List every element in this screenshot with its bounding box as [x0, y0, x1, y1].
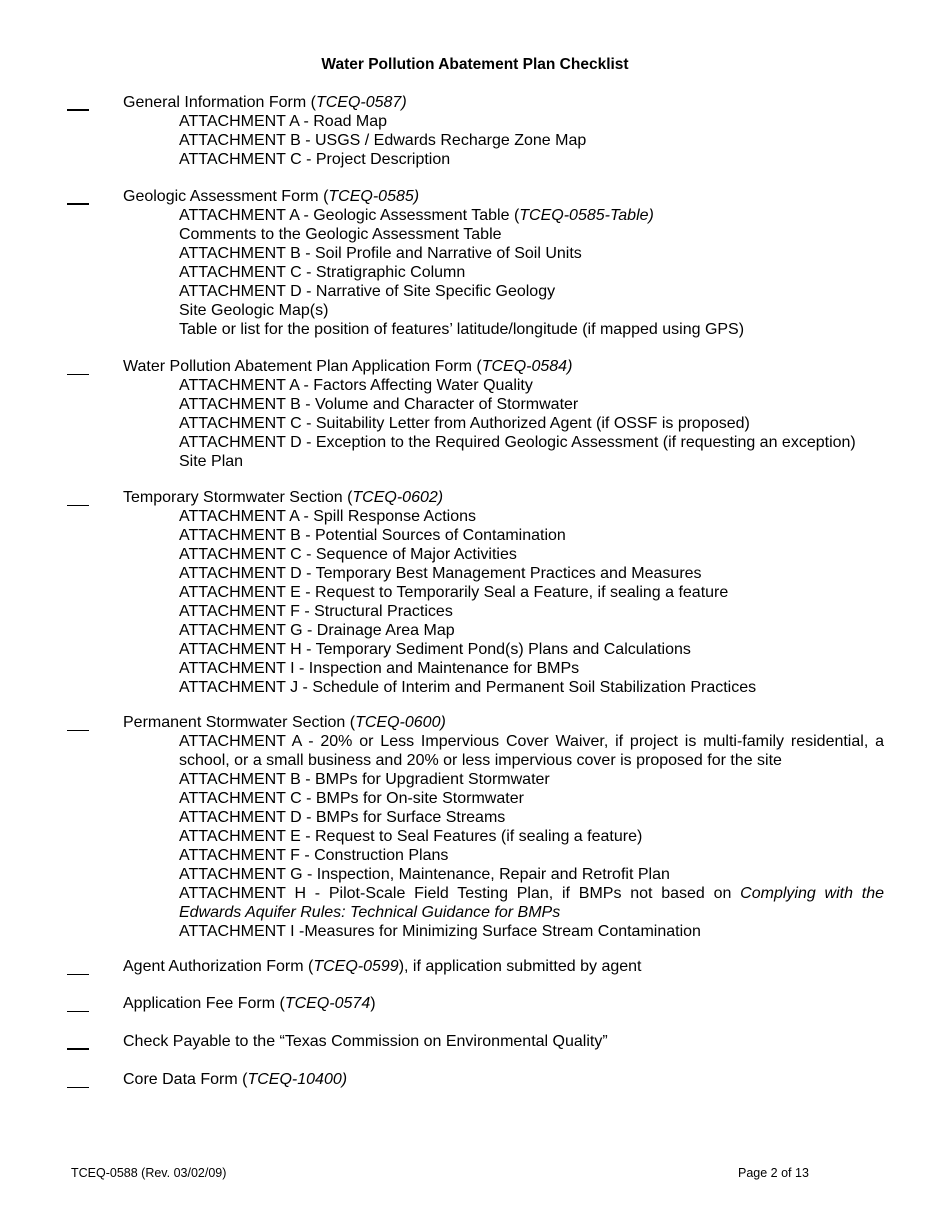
list-item: ATTACHMENT H - Temporary Sediment Pond(s) Plans and Calculations: [179, 641, 691, 658]
checkbox-check-payable[interactable]: [67, 1048, 89, 1050]
list-item: ATTACHMENT E - Request to Seal Features (if sealing a feature): [179, 828, 643, 845]
section-heading: Application Fee Form (TCEQ-0574): [123, 995, 376, 1012]
list-item: ATTACHMENT B - Volume and Character of Stormwater: [179, 396, 579, 413]
list-item: ATTACHMENT A - 20% or Less Impervious Cover Waiver, if project is multi-family residential, a school, or a small business and 20% or less impervious cover is proposed for the site: [179, 733, 884, 769]
section-heading: General Information Form (TCEQ-0587): [123, 94, 407, 111]
checkbox-core-data[interactable]: [67, 1087, 89, 1088]
footer-form-number: TCEQ-0588 (Rev. 03/02/09): [71, 1166, 227, 1180]
checkbox-application-fee[interactable]: [67, 1011, 89, 1012]
list-item: ATTACHMENT D - BMPs for Surface Streams: [179, 809, 506, 826]
list-item: ATTACHMENT I -Measures for Minimizing Surface Stream Contamination: [179, 923, 701, 940]
list-item: Site Geologic Map(s): [179, 302, 329, 319]
list-item: ATTACHMENT C - Suitability Letter from Authorized Agent (if OSSF is proposed): [179, 415, 750, 432]
list-item: ATTACHMENT D - Temporary Best Management Practices and Measures: [179, 565, 702, 582]
section-heading: Check Payable to the “Texas Commission on Environmental Quality”: [123, 1033, 608, 1050]
list-item: ATTACHMENT C - Project Description: [179, 151, 451, 168]
list-item: ATTACHMENT B - Soil Profile and Narrative of Soil Units: [179, 245, 582, 262]
list-item: ATTACHMENT J - Schedule of Interim and Permanent Soil Stabilization Practices: [179, 679, 757, 696]
section-heading: Water Pollution Abatement Plan Application Form (TCEQ-0584): [123, 358, 573, 375]
list-item: ATTACHMENT G - Inspection, Maintenance, Repair and Retrofit Plan: [179, 866, 670, 883]
attachment-list: [179, 376, 884, 471]
list-item: ATTACHMENT B - USGS / Edwards Recharge Zone Map: [179, 132, 587, 149]
list-item: ATTACHMENT C - Sequence of Major Activities: [179, 546, 517, 563]
checkbox-geologic-assessment[interactable]: [67, 203, 89, 205]
section-heading: Core Data Form (TCEQ-10400): [123, 1071, 348, 1088]
attachment-list: [179, 732, 884, 941]
list-item: ATTACHMENT B - Potential Sources of Contamination: [179, 527, 566, 544]
checkbox-temporary-stormwater[interactable]: [67, 505, 89, 506]
list-item: Table or list for the position of features’ latitude/longitude (if mapped using GPS): [179, 321, 745, 338]
checkbox-permanent-stormwater[interactable]: [67, 730, 89, 731]
list-item: ATTACHMENT C - Stratigraphic Column: [179, 264, 466, 281]
list-item: ATTACHMENT A - Spill Response Actions: [179, 508, 476, 525]
list-item: Comments to the Geologic Assessment Table: [179, 226, 502, 243]
list-item: ATTACHMENT A - Geologic Assessment Table (TCEQ-0585-Table): [179, 207, 654, 224]
section-heading: Temporary Stormwater Section (TCEQ-0602): [123, 489, 444, 506]
attachment-list: [179, 112, 884, 169]
footer-page-number: Page 2 of 13: [738, 1166, 809, 1180]
page-title: Water Pollution Abatement Plan Checklist: [321, 56, 629, 73]
list-item: ATTACHMENT E - Request to Temporarily Seal a Feature, if sealing a feature: [179, 584, 729, 601]
list-item: ATTACHMENT D - Narrative of Site Specific Geology: [179, 283, 556, 300]
checkbox-general-information[interactable]: [67, 109, 89, 111]
list-item: ATTACHMENT D - Exception to the Required Geologic Assessment (if requesting an exception): [179, 434, 856, 451]
section-heading: Permanent Stormwater Section (TCEQ-0600): [123, 714, 446, 731]
list-item: ATTACHMENT A - Road Map: [179, 113, 388, 130]
section-heading: Agent Authorization Form (TCEQ-0599), if application submitted by agent: [123, 958, 642, 975]
list-item: ATTACHMENT A - Factors Affecting Water Quality: [179, 377, 533, 394]
list-item: ATTACHMENT I - Inspection and Maintenance for BMPs: [179, 660, 580, 677]
list-item: ATTACHMENT G - Drainage Area Map: [179, 622, 455, 639]
list-item: ATTACHMENT F - Construction Plans: [179, 847, 449, 864]
checkbox-wpap-application[interactable]: [67, 374, 89, 375]
attachment-list: [179, 507, 884, 697]
attachment-list: [179, 206, 884, 339]
list-item: ATTACHMENT F - Structural Practices: [179, 603, 453, 620]
section-heading: Geologic Assessment Form (TCEQ-0585): [123, 188, 420, 205]
checkbox-agent-authorization[interactable]: [67, 974, 89, 975]
list-item: ATTACHMENT C - BMPs for On-site Stormwater: [179, 790, 524, 807]
list-item: ATTACHMENT H - Pilot-Scale Field Testing Plan, if BMPs not based on Complying with the Edwards Aquifer Rules: Technical Guidance for BMPs: [179, 885, 884, 921]
list-item: ATTACHMENT B - BMPs for Upgradient Stormwater: [179, 771, 550, 788]
list-item: Site Plan: [179, 453, 244, 470]
